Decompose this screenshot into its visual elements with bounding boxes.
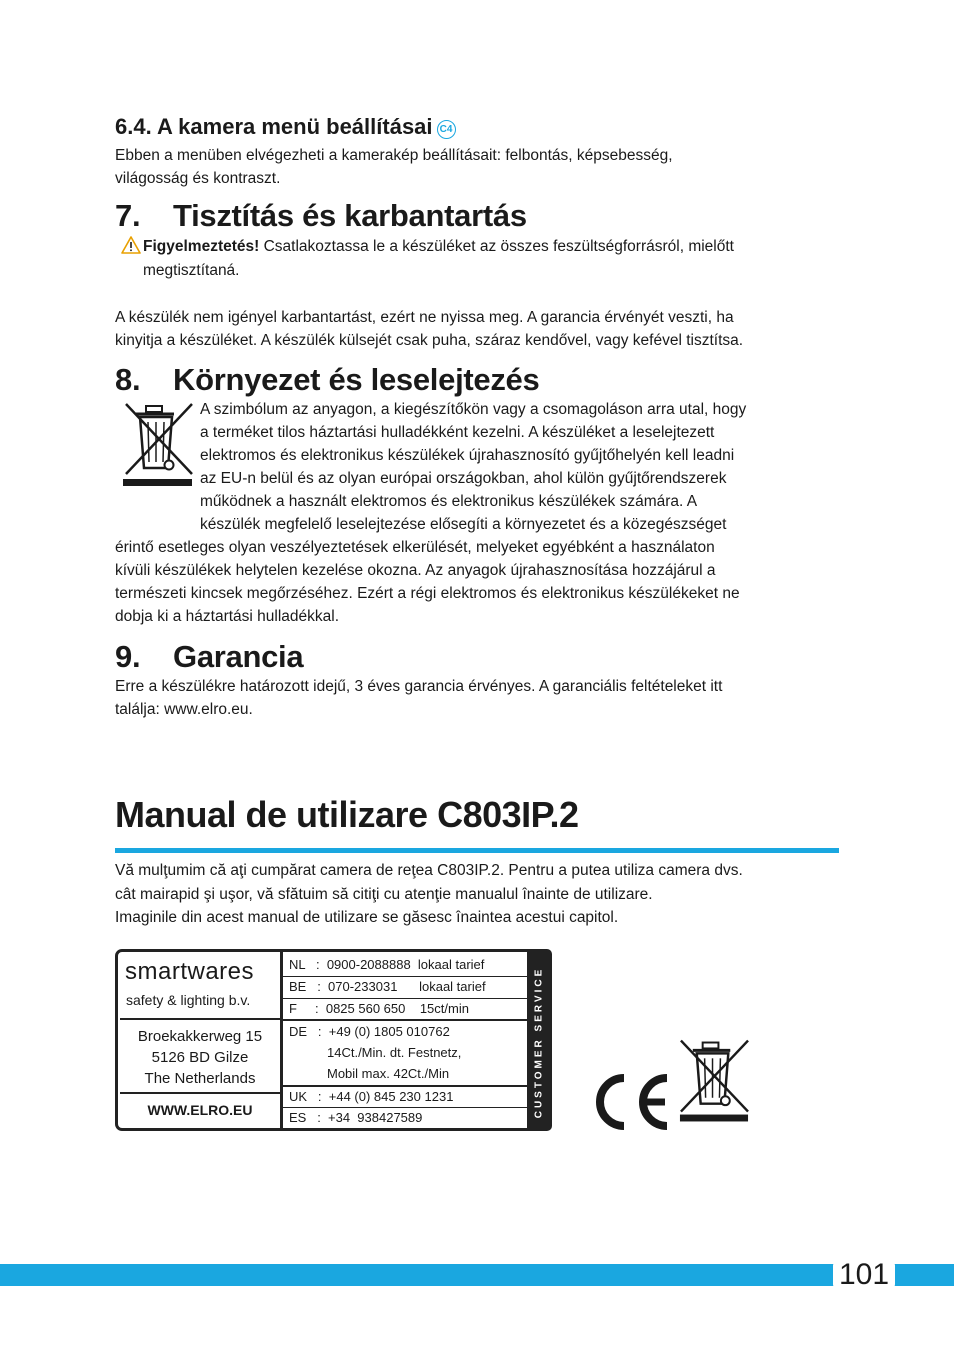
phone-text: : +34 938427589 [317, 1110, 423, 1125]
weee-bin-icon [677, 1038, 751, 1124]
country-code: BE [289, 979, 307, 994]
phone-text: : 070-233031 lokaal tarief [317, 979, 486, 994]
section-8-full-block [115, 536, 740, 628]
section-7-body-1: A készülék nem igényel karbantartást, ezért ne nyissa meg. A garancia érvényét veszti, ha [115, 309, 734, 326]
phone-text: : +44 (0) 845 230 1231 [317, 1089, 454, 1104]
brand-name: smartwares [125, 958, 255, 985]
phone-text: : +49 (0) 1805 010762 [317, 1024, 450, 1039]
address-line: The Netherlands [144, 1070, 256, 1087]
section-8-line: a terméket tilos háztartási hulladékként kezelni. A készüléket a leselejtezett [200, 424, 715, 441]
section-6-4 [115, 114, 456, 140]
section-9-heading [115, 639, 303, 675]
section-8-line: készülék megfelelő leselejtezése elősegíti a környezetet és a közegészséget [200, 516, 727, 533]
brand-tagline: safety & lighting b.v. [126, 992, 251, 1008]
warning-icon [121, 236, 141, 254]
section-7-heading [115, 198, 527, 234]
section-7-title: Tisztítás és karbantartás [173, 198, 527, 233]
phone-row-f [289, 1001, 469, 1017]
phone-row-be [289, 979, 486, 995]
section-8-line: dobja ki a háztartási hulladékkal. [115, 608, 340, 625]
address-line: Broekakkerweg 15 [137, 1028, 263, 1045]
section-7-number: 7. [115, 198, 141, 233]
row-separator [283, 998, 527, 999]
phone-text: : 0825 560 650 15ct/min [315, 1001, 469, 1016]
brand-block [120, 954, 280, 1020]
manual-intro-1: Vă mulţumim că aţi cumpărat camera de reţea C803IP.2. Pentru a putea utiliza camera dvs. [115, 862, 743, 879]
country-code: DE [289, 1024, 308, 1039]
country-code: NL [289, 957, 306, 972]
ce-mark-icon [591, 1072, 673, 1132]
section-8-line: működnek a használt elektromos és elektronikus készülékek számára. A [200, 493, 698, 510]
phone-row-nl [289, 957, 484, 973]
section-8-line: elektromos és elektronikus készülékek újrahasznosító gyűjtőhelyén kell leadni [200, 447, 735, 464]
address-line: 5126 BD Gilze [151, 1049, 249, 1066]
warning-line-2: megtisztítaná. [143, 262, 240, 279]
weee-bin-icon [120, 402, 195, 488]
phone-text: : 0900-2088888 lokaal tarief [315, 957, 485, 972]
manual-intro-3: Imaginile din acest manual de utilizare se găsesc înaintea acestui capitol. [115, 909, 619, 926]
website-link[interactable]: WWW.ELRO.EU [147, 1102, 253, 1118]
section-8-title: Környezet és leselejtezés [173, 362, 540, 397]
customer-service-card [115, 949, 552, 1131]
row-separator [283, 976, 527, 977]
warning-label: Figyelmeztetés! [143, 238, 260, 255]
section-6-4-body-2: világosság és kontraszt. [115, 170, 281, 187]
section-6-4-title: 6.4. A kamera menü beállításai [115, 114, 433, 139]
row-separator [283, 1107, 527, 1108]
phone-row-de [289, 1024, 450, 1040]
section-6-4-body-1: Ebben a menüben elvégezheti a kamerakép beállításait: felbontás, képsebesség, [115, 147, 673, 164]
section-8-line: érintő esetleges olyan veszélyeztetések elkerülését, melyeket egyébként a használaton [115, 539, 715, 556]
c4-badge-icon: C4 [437, 120, 456, 139]
section-8-number: 8. [115, 362, 141, 397]
warning-text: Csatlakoztassa le a készüléket az összes feszültségforrásról, mielőtt [259, 238, 734, 255]
country-code: UK [289, 1089, 308, 1104]
page-number: 101 [833, 1260, 895, 1290]
footer-bar [0, 1264, 954, 1286]
row-separator [283, 1019, 527, 1021]
section-8-heading [115, 362, 539, 398]
country-code: F [289, 1001, 297, 1016]
manual-title-underline [115, 848, 839, 853]
section-8-line: természeti kincsek megőrzéséhez. Ezért a régi elektromos és elektronikus készülékeket ne [115, 585, 740, 602]
section-6-4-heading [115, 114, 456, 140]
country-code: ES [289, 1110, 307, 1125]
phone-row-de-note: Mobil max. 42Ct./Min [327, 1066, 450, 1081]
manual-title: Manual de utilizare C803IP.2 [115, 794, 579, 835]
customer-service-band [527, 949, 552, 1131]
section-7-body-2: kinyitja a készüléket. A készülék külsejét csak puha, száraz kendővel, vagy kefével tisztítsa. [115, 332, 744, 349]
section-9-title: Garancia [173, 639, 304, 674]
section-8-line: az EU-n belül és az olyan európai országokban, ahol külön gyűjtőrendszerek [200, 470, 727, 487]
phone-row-es [289, 1110, 422, 1126]
manual-intro-2: cât mairapid şi uşor, vă sfătuim să citiţi cu atenţie manualul înainte de utilizare. [115, 886, 653, 903]
section-9-number: 9. [115, 639, 141, 674]
phone-table [283, 952, 527, 1128]
phone-row-uk [289, 1089, 453, 1105]
customer-service-label: CUSTOMER SERVICE [533, 966, 545, 1119]
section-8-line: kívüli készülékek helytelen kezelése okozna. Az anyagok újrahasznosítása hozzájárul a [115, 562, 716, 579]
section-9-body-2: találja: www.elro.eu. [115, 701, 253, 718]
section-8-indented-block [200, 398, 746, 536]
address-block [120, 1026, 280, 1094]
warning-line-1 [143, 235, 734, 258]
section-8-line: A szimbólum az anyagon, a kiegészítőkön vagy a csomagoláson arra utal, hogy [200, 401, 747, 418]
phone-row-de-note: 14Ct./Min. dt. Festnetz, [327, 1045, 462, 1060]
row-separator [283, 1085, 527, 1087]
section-9-body-1: Erre a készülékre határozott idejű, 3 éves garancia érvényes. A garanciális feltételeket itt [115, 678, 723, 695]
